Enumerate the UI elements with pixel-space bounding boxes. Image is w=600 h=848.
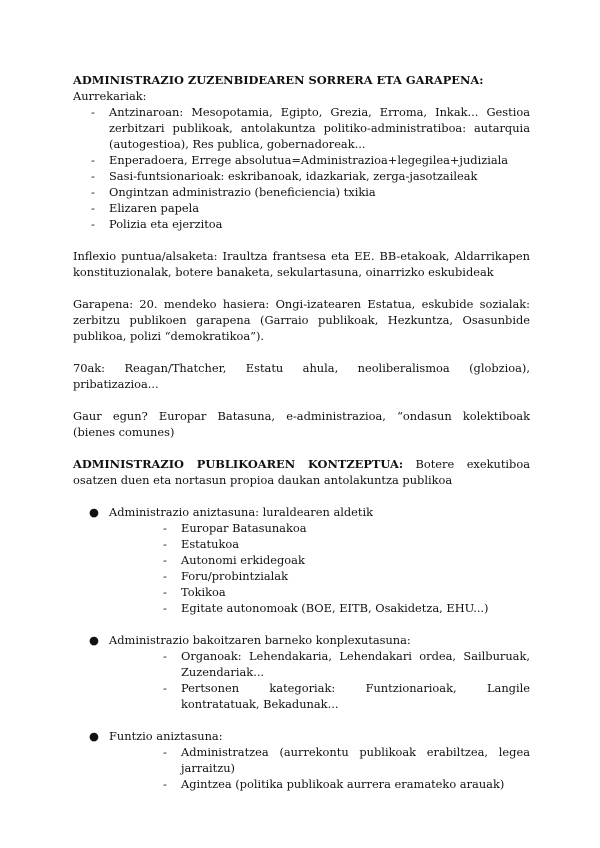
kontzeptua-bullets — [73, 504, 530, 792]
section-subtitle-aurrekariak: Aurrekariak: — [73, 89, 147, 103]
paragraph-gaur-egun: Gaur egun? Europar Batasuna, e-administrazioa, “ondasun kolektiboak (bienes comunes) — [73, 409, 530, 439]
bullet-label: Administrazio bakoitzaren barneko konplexutasuna: — [109, 633, 411, 647]
bullet-konplexutasuna — [73, 632, 530, 712]
bullet-label: Administrazio aniztasuna: luraldearen aldetik — [109, 505, 374, 519]
list-item: - Enperadoera, Errege absolutua=Administrazioa+legegilea+judiziala — [73, 152, 530, 168]
kontzeptua-definition: Botere exekutiboa osatzen duen eta nortasun propioa daukan antolakuntza publikoa — [73, 457, 530, 487]
list-item: - Ongintzan administrazio (beneficiencia) txikia — [73, 184, 530, 200]
section-title-sorrera: ADMINISTRAZIO ZUZENBIDEAREN SORRERA ETA GARAPENA: — [73, 73, 484, 87]
list-item: - Organoak: Lehendakaria, Lehendakari ordea, Sailburuak, Zuzendariak... — [109, 648, 530, 680]
sub-list — [109, 648, 530, 712]
paragraph-inflexio: Inflexio puntua/alsaketa: Iraultza frantsesa eta EE. BB-etakoak, Aldarrikapen konstituzionalak, botere banaketa, sekulartasuna, oinarrizko eskubideak — [73, 249, 530, 279]
list-item: - Pertsonen kategoriak: Funtzionarioak, Langile kontratatuak, Bekadunak... — [109, 680, 530, 712]
bullet-funtzio — [73, 728, 530, 792]
list-item: - Antzinaroan: Mesopotamia, Egipto, Grezia, Erroma, Inkak... Gestioa zerbitzari publikoak, antolakuntza politiko-administratiboa: autarquia (autogestioa), Res publica, gobernadoreak... — [73, 104, 530, 152]
aurrekariak-list — [73, 104, 530, 232]
sub-list — [109, 520, 530, 616]
list-item: - Europar Batasunakoa — [109, 520, 530, 536]
list-item: - Agintzea (politika publikoak aurrera eramateko arauak) — [109, 776, 530, 792]
bullet-label: Funtzio aniztasuna: — [109, 729, 223, 743]
list-item: - Tokikoa — [109, 584, 530, 600]
section-kontzeptua-paragraph — [73, 456, 530, 488]
list-item: - Administratzea (aurrekontu publikoak erabiltzea, legea jarraitzu) — [109, 744, 530, 776]
list-item: - Sasi-funtsionarioak: eskribanoak, idazkariak, zerga-jasotzaileak — [73, 168, 530, 184]
sub-list — [109, 744, 530, 792]
list-item: - Estatukoa — [109, 536, 530, 552]
paragraph-garapena: Garapena: 20. mendeko hasiera: Ongi-izatearen Estatua, eskubide sozialak: zerbitzu publikoen garapena (Garraio publikoak, Hezkuntza, Osasunbide publikoa, polizi “demokratikoa”). — [73, 297, 530, 343]
list-item: - Autonomi erkidegoak — [109, 552, 530, 568]
paragraph-70ak: 70ak: Reagan/Thatcher, Estatu ahula, neoliberalismoa (globzioa), pribatizazioa... — [73, 361, 530, 391]
bullet-aniztasuna — [73, 504, 530, 616]
list-item: - Foru/probintzialak — [109, 568, 530, 584]
document-body — [73, 72, 530, 808]
list-item: - Egitate autonomoak (BOE, EITB, Osakidetza, EHU...) — [109, 600, 530, 616]
list-item: - Polizia eta ejerzitoa — [73, 216, 530, 232]
bullet-icon: ● — [89, 505, 99, 519]
bullet-icon: ● — [89, 633, 99, 647]
section-title-kontzeptua: ADMINISTRAZIO PUBLIKOAREN KONTZEPTUA: — [73, 457, 404, 471]
bullet-icon: ● — [89, 729, 99, 743]
list-item: - Elizaren papela — [73, 200, 530, 216]
